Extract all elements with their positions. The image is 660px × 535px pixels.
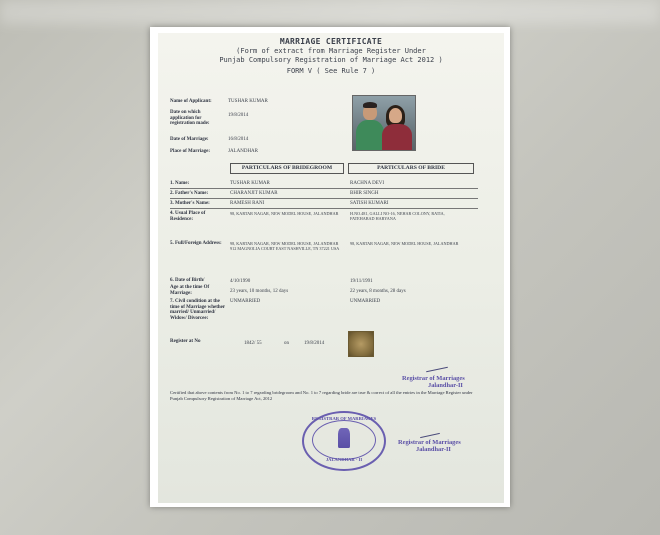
applicant-name-label: Name of Applicant: — [170, 99, 212, 104]
official-seal — [302, 411, 386, 471]
application-date: 19/8/2014 — [228, 113, 249, 118]
row-label-dob: 6. Date of Birth/ — [170, 278, 205, 283]
registrar-stamp-top: Registrar of Marriages Jalandhar-II — [402, 375, 465, 389]
bride-father: BHIR SINGH — [350, 191, 379, 196]
register-date: 19/8/2014 — [304, 341, 325, 346]
groom-civil-condition: UNMARRIED — [230, 299, 261, 304]
bride-civil-condition: UNMARRIED — [350, 299, 381, 304]
row-label-civil-condition: 7. Civil condition at the time of Marriage whether married/ Unmarried/ Widow/ Divorcee: — [170, 299, 226, 321]
marriage-place: JALANDHAR — [228, 149, 258, 154]
groom-dob: 4/10/1990 — [230, 279, 251, 284]
groom-foreign-address: 98, KARTAR NAGAR, NEW MODEL HOUSE, JALANDHAR 912 MAGNOLIA COURT EAST NASHVILLE, TN 37221 USA — [230, 241, 340, 251]
groom-mother: RAMESH RANI — [230, 201, 265, 206]
row-label-foreign-address: 5. Full/Foreign Address: — [170, 241, 222, 246]
couple-photo — [352, 95, 416, 151]
background-blur-top — [0, 0, 660, 24]
document-photo-frame — [150, 27, 510, 507]
register-on: on — [284, 341, 289, 346]
application-date-label: Date on which application for registration made: — [170, 110, 210, 127]
seal-bottom-text: JALANDHAR - II — [325, 457, 363, 462]
groom-age: 23 years, 10 months, 12 days — [230, 289, 289, 294]
groom-residence: 98, KARTAR NAGAR, NEW MODEL HOUSE, JALANDHAR — [230, 211, 339, 216]
register-number: 1842/ 55 — [244, 341, 262, 346]
registrar-signature-2 — [420, 433, 440, 438]
registrar-stamp-bottom: Registrar of Marriages Jalandhar-II — [398, 439, 461, 453]
marriage-certificate-document — [158, 33, 504, 503]
marriage-date: 16/8/2014 — [228, 137, 249, 142]
row-label-mother: 3. Mother's Name: — [170, 201, 210, 206]
groom-figure — [356, 120, 384, 151]
certificate-subtitle-2: Punjab Compulsory Registration of Marriage Act 2012 ) — [219, 56, 443, 64]
bride-column-header: PARTICULARS OF BRIDE — [348, 163, 474, 174]
revenue-stamp — [348, 331, 374, 357]
row-label-name: 1. Name: — [170, 181, 190, 186]
certification-text: Certified that above contents from No. 1 to 7 regarding bridegroom and No. 1 to 7 regarding bride are true & correct of all the entries in the Marriage Register under Punjab Compulsory Registration of Marriage Act, 2012 — [170, 390, 473, 401]
national-emblem-icon — [338, 428, 350, 448]
register-label: Register at No — [170, 339, 201, 344]
groom-father: CHARANJIT KUMAR — [230, 191, 278, 196]
bride-age: 22 years, 8 months, 28 days — [350, 289, 406, 294]
row-label-father: 2. Father's Name: — [170, 191, 209, 196]
bride-dob: 19/11/1991 — [350, 279, 373, 284]
groom-name: TUSHAR KUMAR — [230, 181, 270, 186]
certificate-subtitle-1: (Form of extract from Marriage Register Under — [236, 47, 426, 55]
certificate-title: MARRIAGE CERTIFICATE — [279, 37, 383, 46]
marriage-date-label: Date of Marriage: — [170, 137, 209, 142]
marriage-place-label: Place of Marriage: — [170, 149, 210, 154]
bride-residence: H.NO.481, GALLI NO-16, NEHAR COLONY, RATIA, FATEHABAD HARYANA — [350, 211, 445, 221]
bride-foreign-address: 98, KARTAR NAGAR, NEW MODEL HOUSE, JALANDHAR — [350, 241, 459, 246]
bride-mother: SATISH KUMARI — [350, 201, 389, 206]
bride-name: RACHNA DEVI — [350, 181, 385, 186]
row-label-age: Age at the time Of Marriage: — [170, 285, 210, 296]
row-label-residence: 4. Usual Place of Residence: — [170, 211, 206, 222]
certificate-form: FORM V ( See Rule 7 ) — [286, 67, 376, 75]
seal-top-text: REGISTRAR OF MARRIAGES — [311, 416, 377, 421]
groom-column-header: PARTICULARS OF BRIDEGROOM — [230, 163, 344, 174]
registrar-signature-1 — [426, 367, 448, 373]
applicant-name: TUSHAR KUMAR — [228, 99, 268, 104]
